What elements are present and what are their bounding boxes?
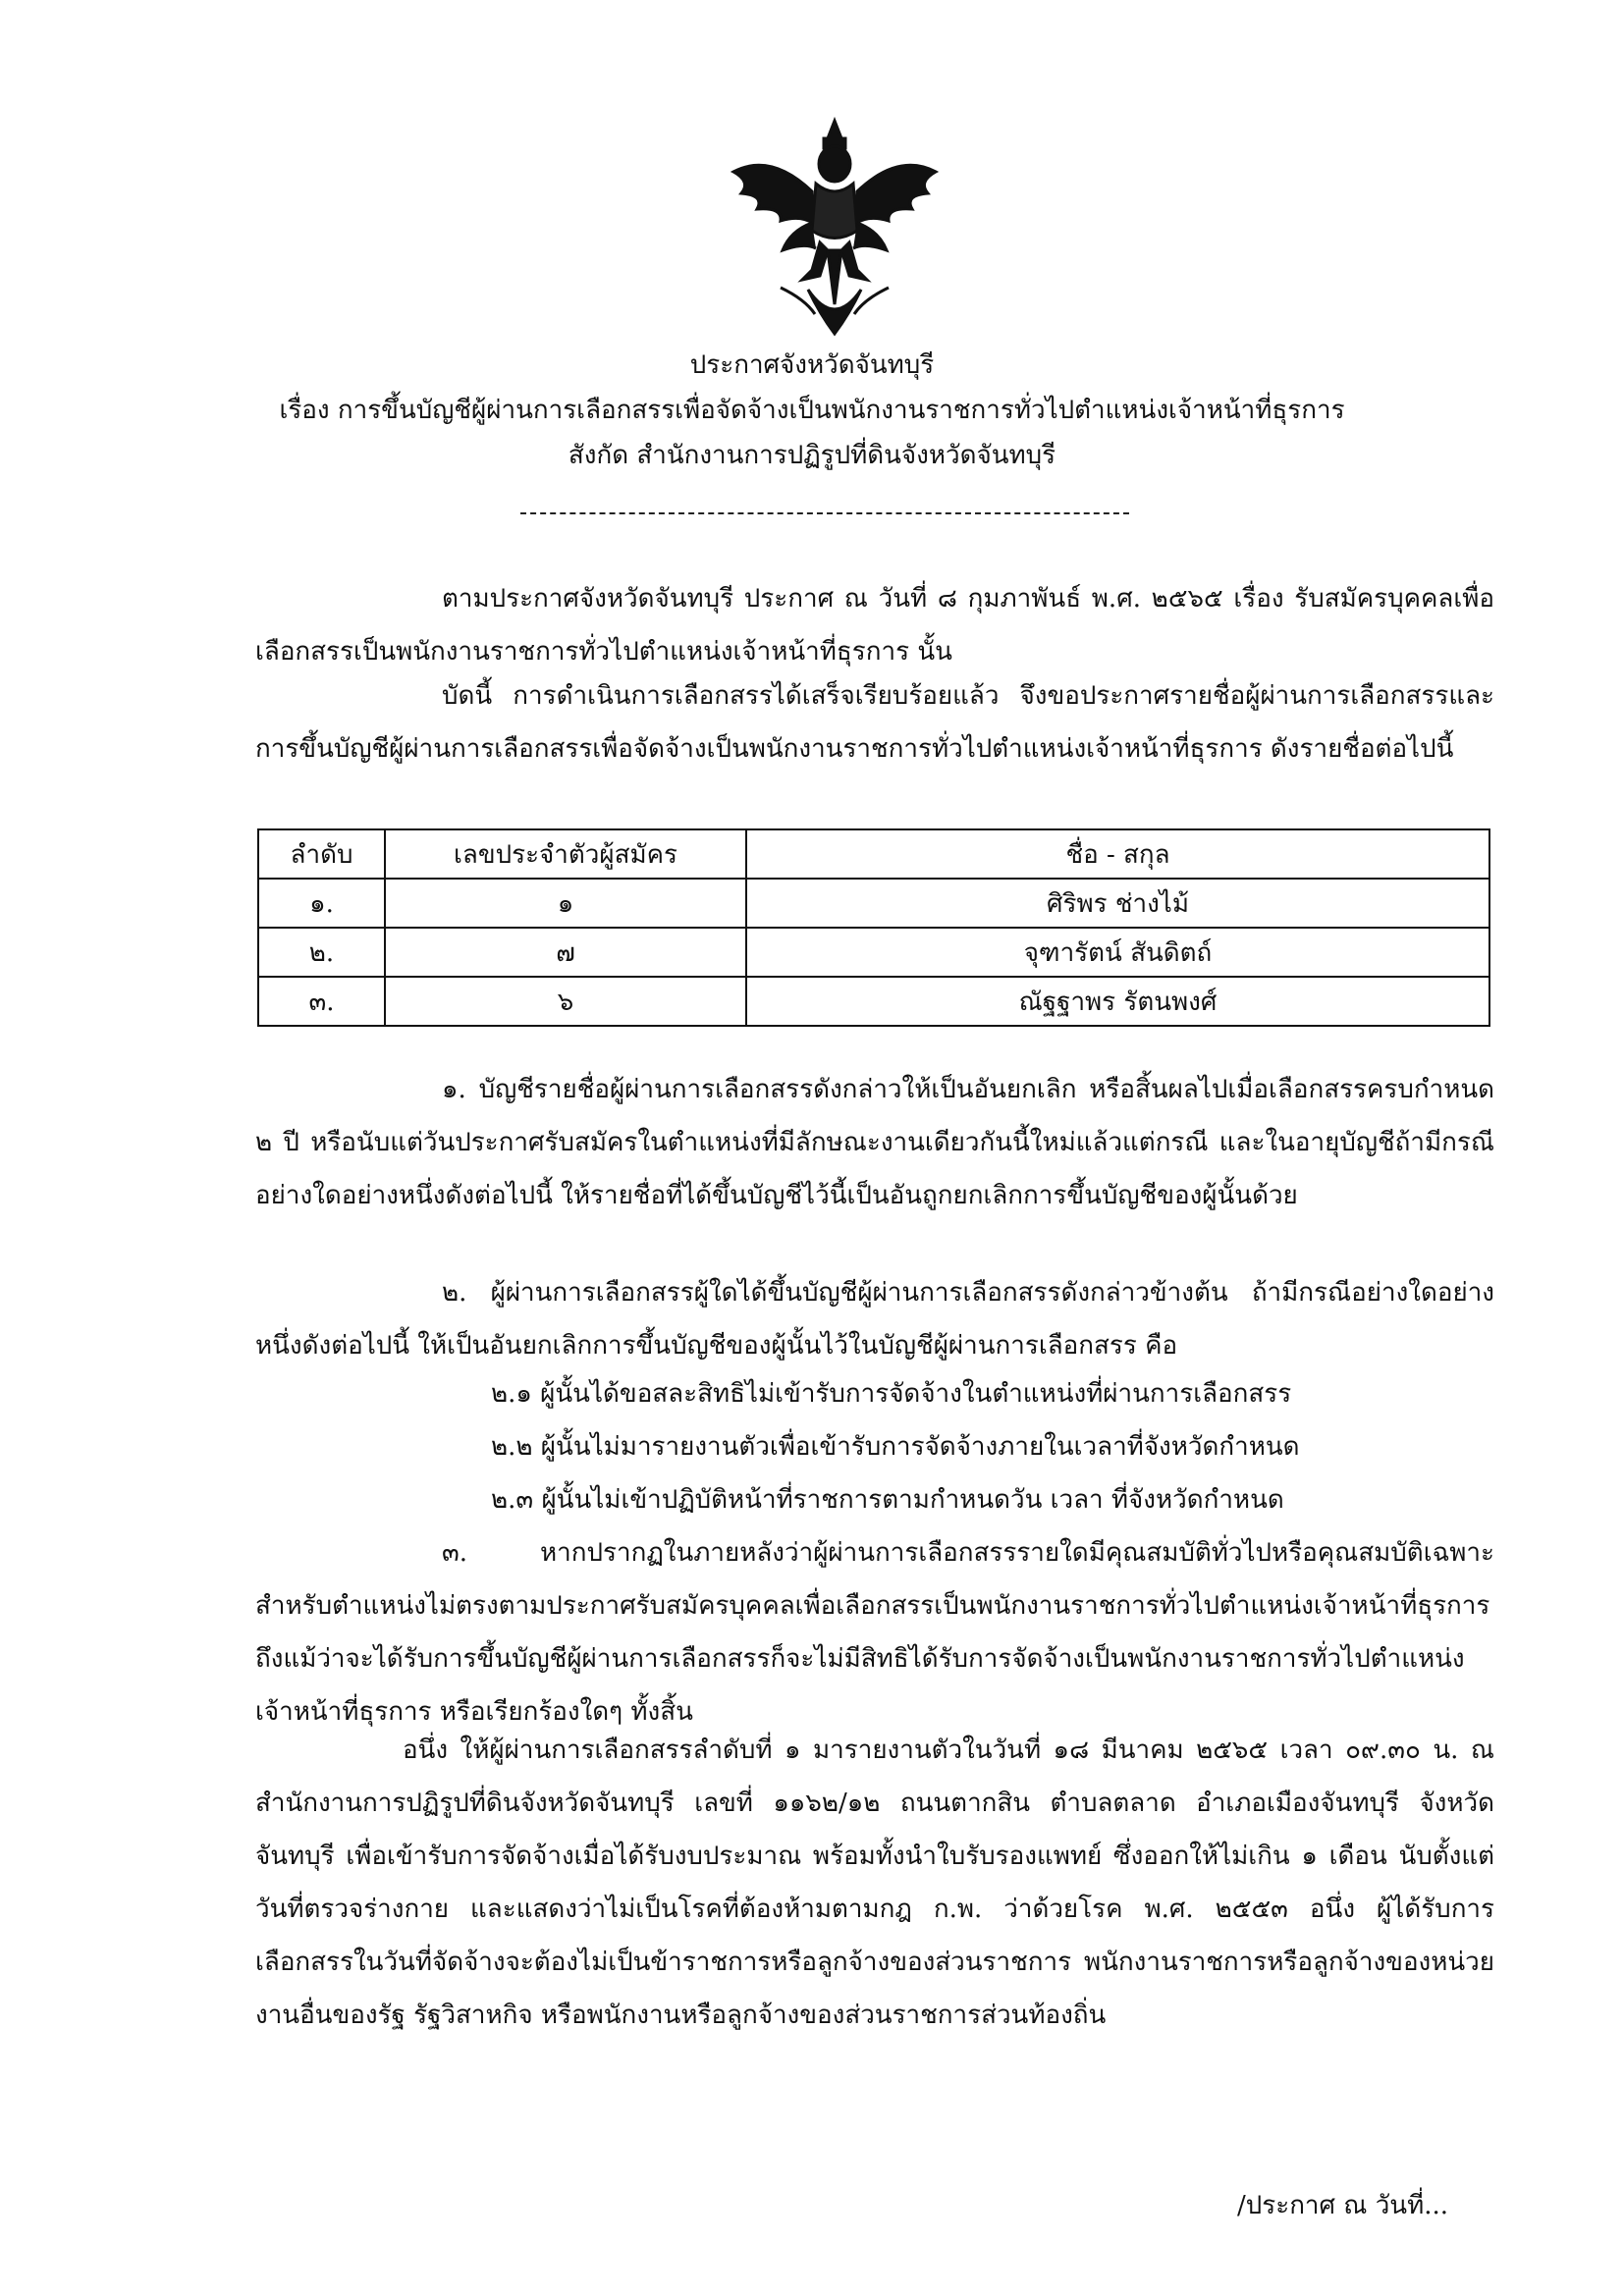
continuation-note: /ประกาศ ณ วันที่... [1237, 2191, 1448, 2220]
cell-order: ๓. [258, 977, 385, 1026]
announcement-affiliation: สังกัด สำนักงานการปฏิรูปที่ดินจังหวัดจันทบุรี [568, 441, 1056, 470]
cell-applicant-id: ๗ [385, 928, 746, 977]
table-header-row [258, 829, 1489, 879]
header-divider [520, 512, 1129, 514]
table-row [258, 977, 1489, 1026]
announcement-title: ประกาศจังหวัดจันทบุรี [689, 350, 935, 380]
intro-paragraph-1: ตามประกาศจังหวัดจันทบุรี ประกาศ ณ วันที่ ๘ กุมภาพันธ์ พ.ศ. ๒๕๖๕ เรื่อง รับสมัครบุคคลเพื่อเลือกสรรเป็นพนักงานราชการทั่วไปตำแหน่งเจ้าหน้าที่ธุรการ นั้น [255, 584, 1494, 667]
intro-paragraph-2: บัดนี้ การดำเนินการเลือกสรรได้เสร็จเรียบร้อยแล้ว จึงขอประกาศรายชื่อผู้ผ่านการเลือกสรรและการขึ้นบัญชีผู้ผ่านการเลือกสรรเพื่อจัดจ้างเป็นพนักงานราชการทั่วไปตำแหน่งเจ้าหน้าที่ธุรการ ดังรายชื่อต่อไปนี้ [255, 681, 1494, 764]
column-header-applicant-id: เลขประจำตัวผู้สมัคร [385, 829, 746, 879]
announcement-subject: เรื่อง การขึ้นบัญชีผู้ผ่านการเลือกสรรเพื่อจัดจ้างเป็นพนักงานราชการทั่วไปตำแหน่งเจ้าหน้าที่ธุรการ [279, 396, 1345, 425]
cell-name: ณัฐฐาพร รัตนพงศ์ [746, 977, 1489, 1026]
clause-1: ๑. บัญชีรายชื่อผู้ผ่านการเลือกสรรดังกล่าวให้เป็นอันยกเลิก หรือสิ้นผลไปเมื่อเลือกสรรครบกำหนด ๒ ปี หรือนับแต่วันประกาศรับสมัครในตำแหน่งที่มีลักษณะงานเดียวกันนี้ใหม่แล้วแต่กรณี และในอายุบัญชีถ้ามีกรณีอย่างใดอย่างหนึ่งดังต่อไปนี้ ให้รายชื่อที่ได้ขึ้นบัญชีไว้นี้เป็นอันถูกยกเลิกการขึ้นบัญชีของผู้นั้นด้วย [255, 1075, 1494, 1210]
table-row [258, 879, 1489, 928]
report-paragraph: อนึ่ง ให้ผู้ผ่านการเลือกสรรลำดับที่ ๑ มารายงานตัวในวันที่ ๑๘ มีนาคม ๒๕๖๕ เวลา ๐๙.๓๐ น. ณ สำนักงานการปฏิรูปที่ดินจังหวัดจันทบุรี เลขที่ ๑๑๖๒/๑๒ ถนนตากสิน ตำบลตลาด อำเภอเมืองจันทบุรี จังหวัดจันทบุรี เพื่อเข้ารับการจัดจ้างเมื่อได้รับงบประมาณ พร้อมทั้งนำใบรับรองแพทย์ ซึ่งออกให้ไม่เกิน ๑ เดือน นับตั้งแต่วันที่ตรวจร่างกาย และแสดงว่าไม่เป็นโรคที่ต้องห้ามตามกฎ ก.พ. ว่าด้วยโรค พ.ศ. ๒๕๕๓ อนึ่ง ผู้ได้รับการเลือกสรรในวันที่จัดจ้างจะต้องไม่เป็นข้าราชการหรือลูกจ้างของส่วนราชการ พนักงานราชการหรือลูกจ้างของหน่วยงานอื่นของรัฐ รัฐวิสาหกิจ หรือพนักงานหรือลูกจ้างของส่วนราชการส่วนท้องถิ่น [255, 1735, 1495, 2030]
clause-2: ๒. ผู้ผ่านการเลือกสรรผู้ใดได้ขึ้นบัญชีผู้ผ่านการเลือกสรรดังกล่าวข้างต้น ถ้ามีกรณีอย่างใดอย่างหนึ่งดังต่อไปนี้ ให้เป็นอันยกเลิกการขึ้นบัญชีของผู้นั้นไว้ในบัญชีผู้ผ่านการเลือกสรร คือ [255, 1278, 1494, 1361]
clause-2-1: ๒.๑ ผู้นั้นได้ขอสละสิทธิไม่เข้ารับการจัดจ้างในตำแหน่งที่ผ่านการเลือกสรร [491, 1379, 1292, 1409]
column-header-name: ชื่อ - สกุล [746, 829, 1489, 879]
cell-order: ๑. [258, 879, 385, 928]
cell-name: จุฑารัตน์ สันดิตถ์ [746, 928, 1489, 977]
clause-2-2: ๒.๒ ผู้นั้นไม่มารายงานตัวเพื่อเข้ารับการจัดจ้างภายในเวลาที่จังหวัดกำหนด [491, 1432, 1300, 1462]
cell-order: ๒. [258, 928, 385, 977]
cell-applicant-id: ๑ [385, 879, 746, 928]
clause-3: ๓. หากปรากฏในภายหลังว่าผู้ผ่านการเลือกสรรรายใดมีคุณสมบัติทั่วไปหรือคุณสมบัติเฉพาะสำหรับตำแหน่งไม่ตรงตามประกาศรับสมัครบุคคลเพื่อเลือกสรรเป็นพนักงานราชการทั่วไปตำแหน่งเจ้าหน้าที่ธุรการ ถึงแม้ว่าจะได้รับการขึ้นบัญชีผู้ผ่านการเลือกสรรก็จะไม่มีสิทธิได้รับการจัดจ้างเป็นพนักงานราชการทั่วไปตำแหน่งเจ้าหน้าที่ธุรการ หรือเรียกร้องใดๆ ทั้งสิ้น [255, 1538, 1494, 1727]
column-header-order: ลำดับ [258, 829, 385, 879]
garuda-emblem-icon [722, 113, 947, 344]
clause-2-3: ๒.๓ ผู้นั้นไม่เข้าปฏิบัติหน้าที่ราชการตามกำหนดวัน เวลา ที่จังหวัดกำหนด [491, 1485, 1284, 1515]
cell-name: ศิริพร ช่างไม้ [746, 879, 1489, 928]
table-row [258, 928, 1489, 977]
cell-applicant-id: ๖ [385, 977, 746, 1026]
candidate-table [257, 828, 1490, 1027]
